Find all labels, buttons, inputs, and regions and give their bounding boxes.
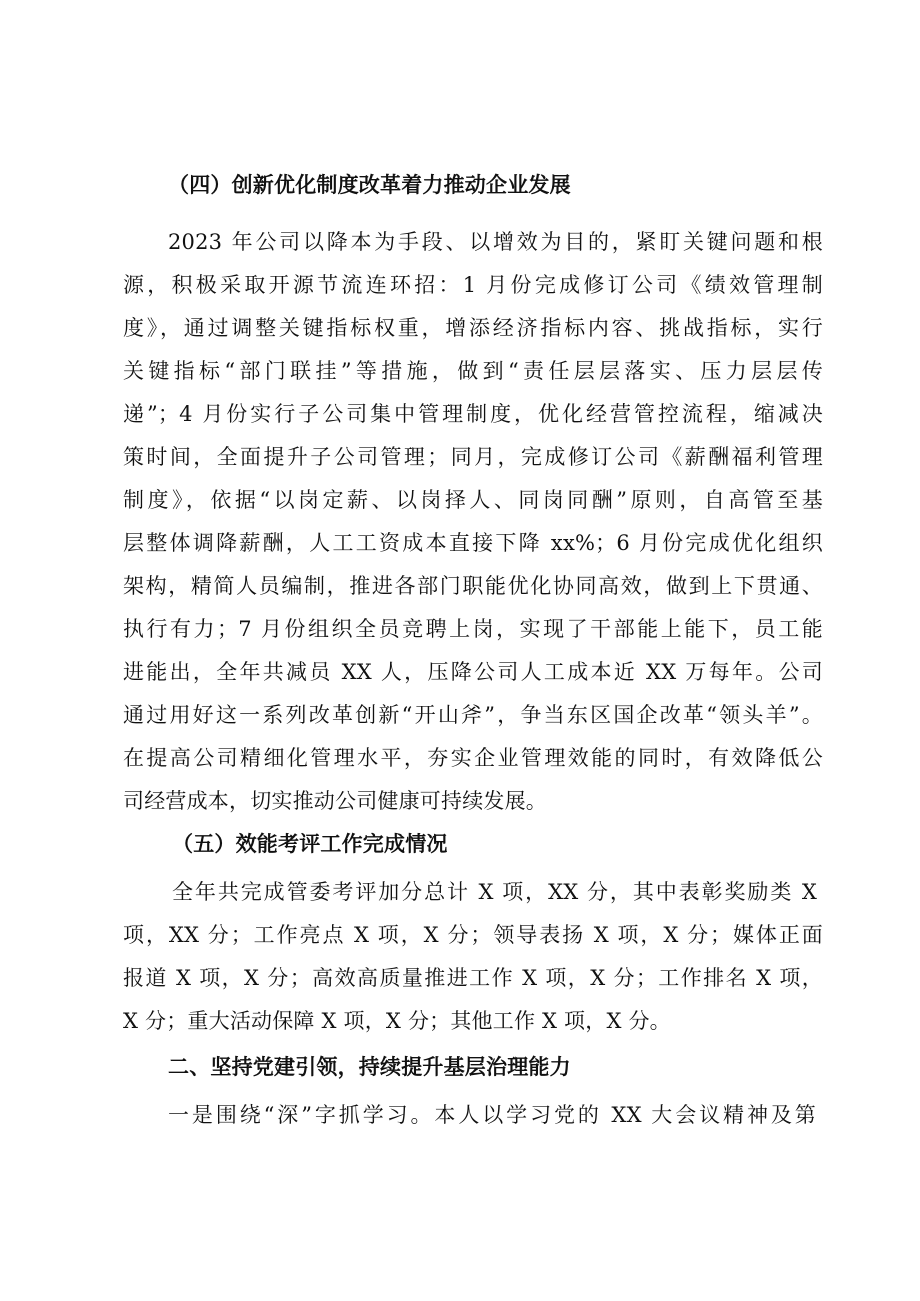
paragraph-line: 司经营成本，切实推动公司健康可持续发展。 [123, 789, 547, 813]
section4-heading: （四）创新优化制度改革着力推动企业发展 [168, 172, 571, 197]
paragraph-line: 执行有力；7 月份组织全员竞聘上岗，实现了干部能上能下，员工能 [123, 617, 823, 641]
paragraph-line: X 分；重大活动保障 X 项，X 分；其他工作 X 项，X 分。 [123, 1009, 671, 1033]
paragraph-line: 在提高公司精细化管理水平，夯实企业管理效能的同时，有效降低公 [123, 746, 823, 770]
paragraph-line: 关键指标“部门联挂”等措施，做到“责任层层落实、压力层层传 [123, 359, 823, 383]
paragraph-line: 报道 X 项，X 分；高效高质量推进工作 X 项，X 分；工作排名 X 项， [123, 966, 823, 990]
paragraph-line: 层整体调降薪酬，人工工资成本直接下降 xx%；6 月份完成优化组织 [123, 531, 823, 555]
paragraph-line: 全年共完成管委考评加分总计 X 项，XX 分，其中表彰奖励类 X [172, 880, 817, 904]
paragraph-line: 通过用好这一系列改革创新“开山斧”，争当东区国企改革“领头羊”。 [123, 703, 823, 727]
paragraph-line: 项，XX 分；工作亮点 X 项，X 分；领导表扬 X 项，X 分；媒体正面 [123, 923, 823, 947]
paragraph-line: 进能出，全年共减员 XX 人，压降公司人工成本近 XX 万每年。公司 [123, 660, 823, 684]
paragraph-line: 制度》，依据“以岗定薪、以岗择人、同岗同酬”原则，自高管至基 [123, 488, 823, 512]
paragraph-line: 度》，通过调整关键指标权重，增添经济指标内容、挑战指标，实行 [123, 316, 823, 340]
part2-heading: 二、坚持党建引领，持续提升基层治理能力 [168, 1055, 571, 1079]
paragraph-line: 一是围绕“深”字抓学习。本人以学习党的 XX 大会议精神及第 [168, 1103, 816, 1127]
paragraph-line: 架构，精简人员编制，推进各部门职能优化协同高效，做到上下贯通、 [123, 574, 823, 598]
paragraph-line: 策时间，全面提升子公司管理；同月，完成修订公司《薪酬福利管理 [123, 445, 823, 469]
paragraph-line: 递”；4 月份实行子公司集中管理制度，优化经营管控流程，缩减决 [123, 402, 823, 426]
paragraph-line: 源，积极采取开源节流连环招：1 月份完成修订公司《绩效管理制 [123, 273, 823, 297]
paragraph-line: 2023 年公司以降本为手段、以增效为目的，紧盯关键问题和根 [168, 230, 823, 254]
section5-heading: （五）效能考评工作完成情况 [172, 831, 448, 856]
